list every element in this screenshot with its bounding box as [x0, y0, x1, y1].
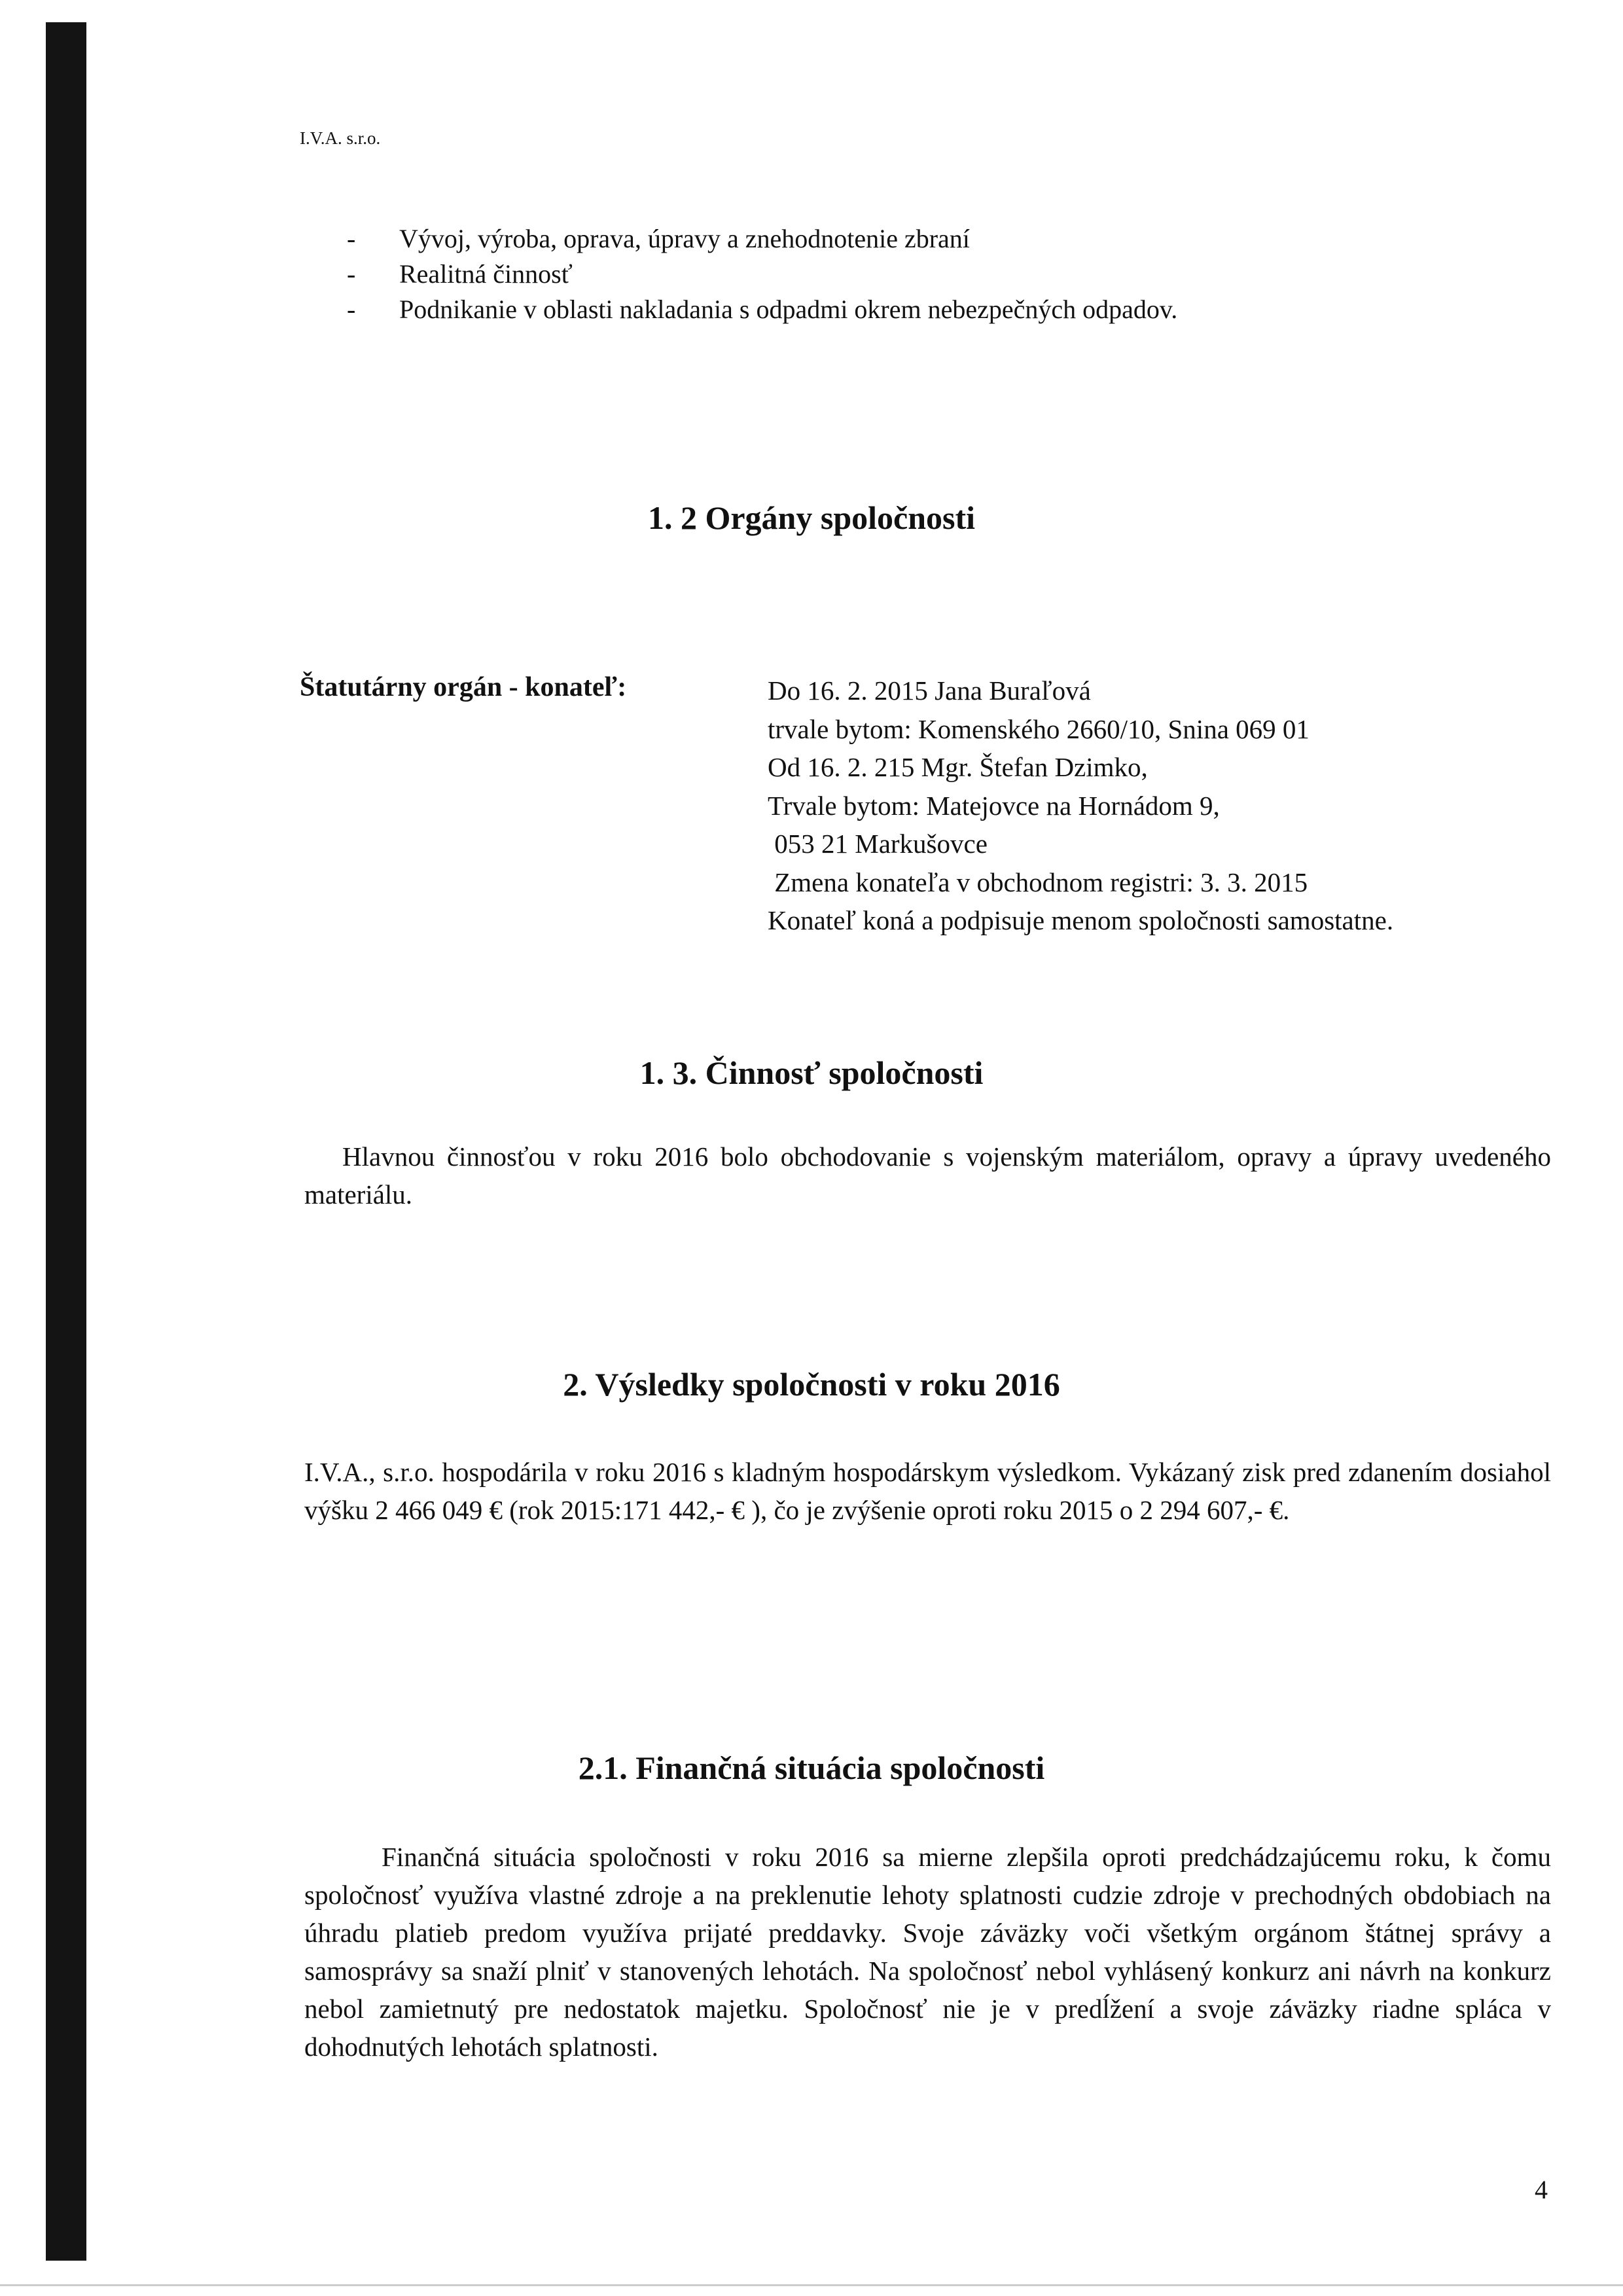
section-2-1-paragraph [304, 1838, 1551, 2066]
section-2-heading: 2. Výsledky spoločnosti v roku 2016 [563, 1366, 1060, 1403]
activity-list-item [347, 255, 573, 293]
activity-list-item [347, 220, 970, 258]
bullet-dash: - [347, 259, 356, 289]
statutory-body-details [768, 672, 1393, 940]
statutory-body-label: Štatutárny orgán - konateľ: [300, 672, 627, 702]
detail-line: Zmena konateľa v obchodnom registri: 3. 3. 2015 [768, 867, 1308, 897]
bullet-dash: - [347, 224, 356, 253]
scan-binding-edge [46, 22, 86, 2261]
detail-line: 053 21 Markušovce [768, 829, 988, 859]
page-header-company: I.V.A. s.r.o. [300, 128, 381, 148]
section-2-paragraph [304, 1453, 1551, 1529]
page-number: 4 [1535, 2175, 1548, 2204]
activity-text: Vývoj, výroba, oprava, úpravy a znehodnotenie zbraní [399, 224, 970, 253]
section-2-1-heading: 2.1. Finančná situácia spoločnosti [578, 1749, 1045, 1786]
section-1-2-heading: 1. 2 Orgány spoločnosti [647, 499, 976, 536]
detail-line: trvale bytom: Komenského 2660/10, Snina 069 01 [768, 713, 1310, 744]
bullet-dash: - [347, 295, 356, 324]
detail-line: Od 16. 2. 215 Mgr. Štefan Dzimko, [768, 752, 1148, 782]
detail-line: Trvale bytom: Matejovce na Hornádom 9, [768, 790, 1220, 821]
section-1-3-paragraph [304, 1138, 1551, 1213]
detail-line: Do 16. 2. 2015 Jana Buraľová [768, 675, 1091, 706]
scan-bottom-edge [0, 2284, 1623, 2286]
paragraph-text: Finančná situácia spoločnosti v roku 2016 sa mierne zlepšila oproti predchádzajúcemu roku, k čomu spoločnosť využíva vlastné zdroje a na preklenutie lehoty splatnosti cudzie zdroje v prechodných obdobiach na úhradu platieb predom využíva prijaté preddavky. Svoje záväzky voči všetkým orgánom štátnej správy a samosprávy sa snaží plniť v stanovených lehotách. Na spoločnosť nebol vyhlásený konkurz ani návrh na konkurz nebol zamietnutý pre nedostatok majetku. Spoločnosť nie je v predĺžení a svoje záväzky riadne spláca v dohodnutých lehotách splatnosti. [304, 1842, 1551, 2062]
detail-line: Konateľ koná a podpisuje menom spoločnosti samostatne. [768, 905, 1394, 935]
activity-list-item [347, 291, 1177, 329]
activity-text: Realitná činnosť [399, 259, 573, 289]
paragraph-text: I.V.A., s.r.o. hospodárila v roku 2016 s kladným hospodárskym výsledkom. Vykázaný zisk pred zdanením dosiahol výšku 2 466 049 € (rok 2015:171 442,- € ), čo je zvýšenie oproti roku 2015 o 2 294 607,- €. [304, 1457, 1551, 1525]
section-1-3-heading: 1. 3. Činnosť spoločnosti [639, 1054, 984, 1091]
activity-text: Podnikanie v oblasti nakladania s odpadmi okrem nebezpečných odpadov. [399, 295, 1178, 324]
paragraph-text: Hlavnou činnosťou v roku 2016 bolo obchodovanie s vojenským materiálom, opravy a úpravy uvedeného materiálu. [304, 1141, 1551, 1210]
